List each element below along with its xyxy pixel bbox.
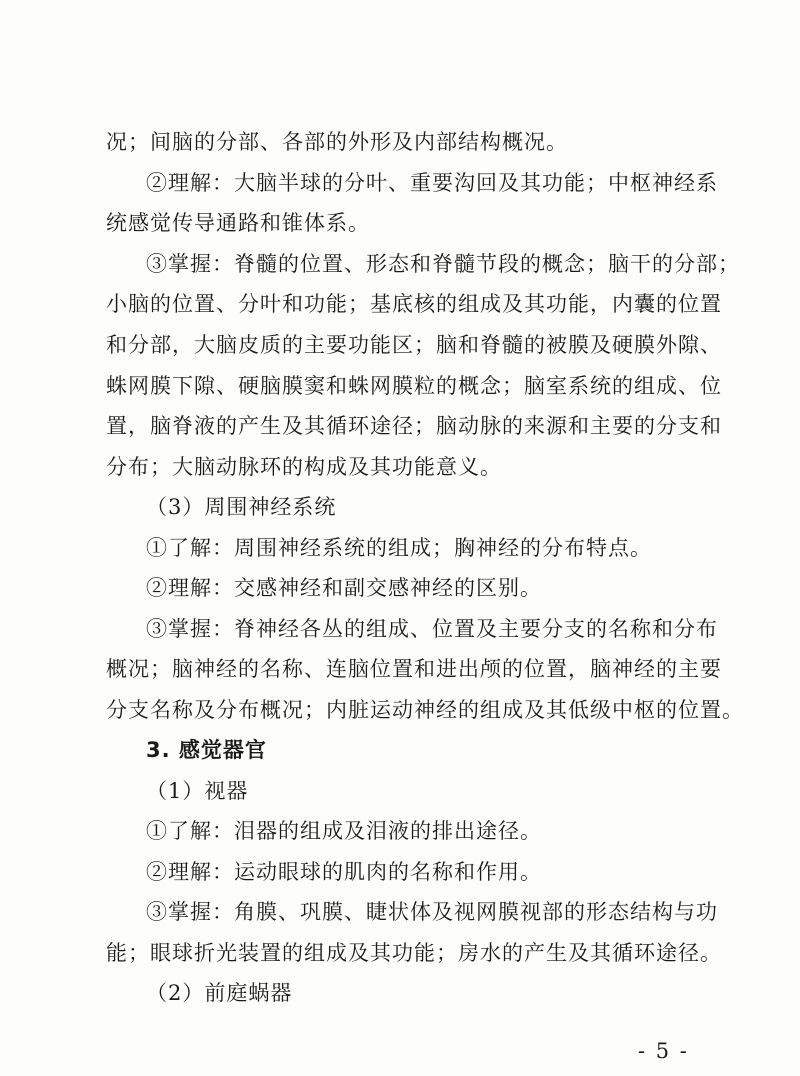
text-line: 置，脑脊液的产生及其循环途径；脑动脉的来源和主要的分支和 <box>106 414 722 438</box>
text-line: ③掌握：脊髓的位置、形态和脊髓节段的概念；脑干的分部； <box>146 252 740 276</box>
text-line: 和分部，大脑皮质的主要功能区；脑和脊髓的被膜及硬膜外隙、 <box>106 333 722 357</box>
text-line: 统感觉传导通路和锥体系。 <box>106 211 370 235</box>
text-line: 能；眼球折光装置的组成及其功能；房水的产生及其循环途径。 <box>106 941 722 965</box>
text-line: ②理解：运动眼球的肌肉的名称和作用。 <box>146 860 542 884</box>
text-line: ③掌握：脊神经各丛的组成、位置及主要分支的名称和分布 <box>146 617 718 641</box>
section-heading: （3）周围神经系统 <box>146 495 337 519</box>
page-number: - 5 - <box>638 1039 689 1063</box>
section-heading: 3. 感觉器官 <box>146 738 267 762</box>
text-line: 蛛网膜下隙、硬脑膜窦和蛛网膜粒的概念；脑室系统的组成、位 <box>106 374 722 398</box>
text-line: 小脑的位置、分叶和功能；基底核的组成及其功能，内囊的位置 <box>106 292 722 316</box>
text-line: ③掌握：角膜、巩膜、睫状体及视网膜视部的形态结构与功 <box>146 900 718 924</box>
text-line: 概况；脑神经的名称、连脑位置和进出颅的位置，脑神经的主要 <box>106 657 722 681</box>
section-heading: （2）前庭蜗器 <box>146 981 293 1005</box>
text-line: ②理解：交感神经和副交感神经的区别。 <box>146 576 542 600</box>
section-heading: （1）视器 <box>146 779 249 803</box>
text-line: 分布；大脑动脉环的构成及其功能意义。 <box>106 455 502 479</box>
text-line: 分支名称及分布概况；内脏运动神经的组成及其低级中枢的位置。 <box>106 698 744 722</box>
text-line: ②理解：大脑半球的分叶、重要沟回及其功能；中枢神经系 <box>146 171 718 195</box>
text-line: ①了解：周围神经系统的组成；胸神经的分布特点。 <box>146 536 652 560</box>
text-line: 况；间脑的分部、各部的外形及内部结构概况。 <box>106 130 568 154</box>
text-line: ①了解：泪器的组成及泪液的排出途径。 <box>146 819 542 843</box>
